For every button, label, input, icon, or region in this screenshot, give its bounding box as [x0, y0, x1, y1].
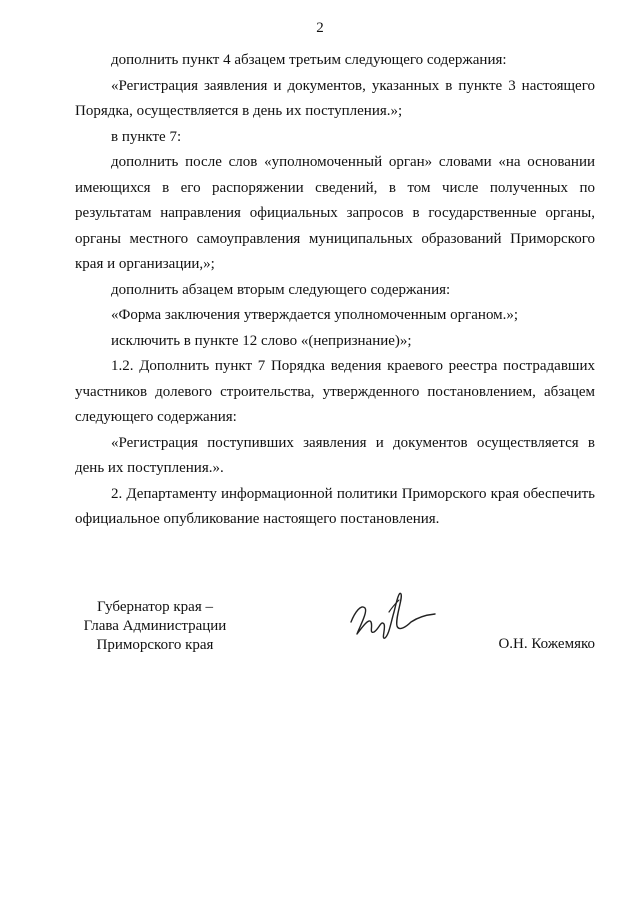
paragraph: «Регистрация заявления и документов, указанных в пункте 3 настоящего Порядка, осуществляется в день их поступления.»; [75, 77, 595, 119]
paragraph: 1.2. Дополнить пункт 7 Порядка ведения краевого реестра пострадавших участников долевого строительства, утвержденного постановлением, абзацем следующего содержания: [75, 358, 595, 425]
signatory-title [75, 598, 235, 655]
signatory-title-line: Губернатор края – [97, 599, 213, 615]
document-body [75, 48, 595, 533]
page-number: 2 [316, 20, 324, 36]
handwritten-signature [341, 582, 441, 652]
signatory-title-line: Глава Администрации [83, 618, 227, 634]
paragraph: «Форма заключения утверждается уполномоченным органом.»; [111, 307, 519, 323]
paragraph: 2. Департаменту информационной политики Приморского края обеспечить официальное опубликование настоящего постановления. [75, 485, 595, 527]
paragraph: «Регистрация поступивших заявления и документов осуществляется в день их поступления.». [75, 434, 595, 476]
signatory-name: О.Н. Кожемяко [498, 636, 595, 652]
paragraph: в пункте 7: [111, 128, 182, 145]
signature-block [75, 598, 595, 658]
paragraph: исключить в пункте 12 слово «(непризнание)»; [111, 332, 412, 349]
paragraph: дополнить пункт 4 абзацем третьим следующего содержания: [111, 52, 507, 68]
paragraph: дополнить абзацем вторым следующего содержания: [111, 281, 451, 298]
signatory-title-line: Приморского края [96, 637, 214, 653]
paragraph: дополнить после слов «уполномоченный орган» словами «на основании имеющихся в его распоряжении сведений, в том числе полученных по результатам направления официальных запросов в государственные органы, органы местного самоуправления муниципальных образований Приморского края и организации,»; [75, 154, 595, 272]
